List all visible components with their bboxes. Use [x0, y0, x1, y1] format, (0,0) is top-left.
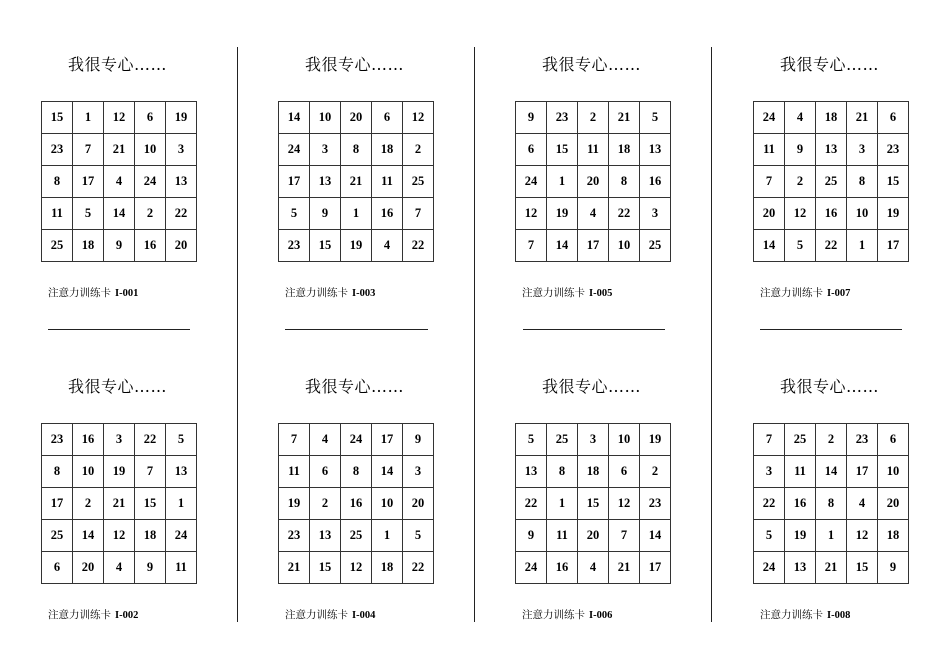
grid-cell: 18 — [73, 230, 104, 262]
number-grid — [753, 423, 909, 584]
grid-cell: 8 — [816, 488, 847, 520]
grid-cell: 10 — [135, 134, 166, 166]
grid-cell: 2 — [785, 166, 816, 198]
grid-cell: 1 — [547, 166, 578, 198]
grid-cell: 24 — [166, 520, 197, 552]
grid-cell: 5 — [166, 424, 197, 456]
card-code: I-008 — [827, 610, 851, 621]
grid-cell: 1 — [372, 520, 403, 552]
number-grid — [41, 101, 197, 262]
grid-row — [754, 198, 909, 230]
grid-cell: 22 — [609, 198, 640, 230]
grid-row — [279, 102, 434, 134]
column-divider — [237, 47, 238, 622]
grid-cell: 6 — [42, 552, 73, 584]
grid-row — [754, 552, 909, 584]
grid-cell: 11 — [279, 456, 310, 488]
grid-cell: 17 — [73, 166, 104, 198]
grid-cell: 25 — [42, 520, 73, 552]
grid-cell: 9 — [403, 424, 434, 456]
grid-cell: 1 — [73, 102, 104, 134]
card-label: 注意力训练卡 — [285, 609, 348, 621]
grid-cell: 12 — [403, 102, 434, 134]
training-card — [278, 370, 438, 621]
grid-cell: 2 — [640, 456, 671, 488]
grid-cell: 17 — [279, 166, 310, 198]
grid-cell: 24 — [279, 134, 310, 166]
grid-cell: 18 — [578, 456, 609, 488]
grid-cell: 16 — [547, 552, 578, 584]
grid-cell: 12 — [104, 102, 135, 134]
grid-cell: 15 — [135, 488, 166, 520]
number-grid — [41, 423, 197, 584]
grid-cell: 21 — [104, 134, 135, 166]
grid-cell: 24 — [516, 166, 547, 198]
grid-cell: 14 — [372, 456, 403, 488]
grid-cell: 8 — [547, 456, 578, 488]
grid-cell: 9 — [516, 102, 547, 134]
card-title: 我很专心…… — [305, 377, 405, 396]
number-grid — [515, 423, 671, 584]
grid-cell: 1 — [847, 230, 878, 262]
grid-cell: 5 — [785, 230, 816, 262]
grid-cell: 6 — [609, 456, 640, 488]
row-divider — [523, 329, 665, 330]
grid-cell: 18 — [135, 520, 166, 552]
grid-cell: 8 — [42, 456, 73, 488]
card-caption — [760, 607, 850, 622]
grid-cell: 8 — [341, 456, 372, 488]
card-label: 注意力训练卡 — [522, 609, 585, 621]
grid-cell: 16 — [640, 166, 671, 198]
grid-cell: 6 — [878, 424, 909, 456]
grid-cell: 13 — [310, 520, 341, 552]
grid-row — [279, 166, 434, 198]
grid-cell: 20 — [166, 230, 197, 262]
grid-cell: 21 — [279, 552, 310, 584]
grid-cell: 23 — [279, 520, 310, 552]
grid-cell: 25 — [547, 424, 578, 456]
grid-cell: 7 — [754, 166, 785, 198]
grid-cell: 5 — [73, 198, 104, 230]
grid-cell: 3 — [754, 456, 785, 488]
grid-cell: 7 — [609, 520, 640, 552]
grid-cell: 10 — [372, 488, 403, 520]
grid-cell: 9 — [135, 552, 166, 584]
card-label: 注意力训练卡 — [760, 287, 823, 299]
grid-cell: 16 — [372, 198, 403, 230]
grid-cell: 25 — [816, 166, 847, 198]
grid-row — [279, 134, 434, 166]
grid-cell: 12 — [341, 552, 372, 584]
grid-cell: 7 — [516, 230, 547, 262]
grid-cell: 12 — [609, 488, 640, 520]
grid-cell: 22 — [403, 552, 434, 584]
grid-row — [516, 198, 671, 230]
grid-cell: 15 — [547, 134, 578, 166]
grid-cell: 24 — [341, 424, 372, 456]
grid-row — [754, 456, 909, 488]
card-title: 我很专心…… — [780, 55, 880, 74]
grid-cell: 24 — [516, 552, 547, 584]
grid-row — [516, 230, 671, 262]
grid-cell: 20 — [73, 552, 104, 584]
grid-cell: 8 — [341, 134, 372, 166]
grid-cell: 3 — [578, 424, 609, 456]
grid-cell: 7 — [754, 424, 785, 456]
grid-cell: 5 — [754, 520, 785, 552]
grid-cell: 23 — [42, 134, 73, 166]
grid-row — [516, 102, 671, 134]
grid-cell: 9 — [310, 198, 341, 230]
grid-row — [42, 456, 197, 488]
grid-cell: 2 — [816, 424, 847, 456]
grid-cell: 21 — [609, 102, 640, 134]
grid-cell: 20 — [403, 488, 434, 520]
grid-row — [42, 552, 197, 584]
grid-row — [754, 488, 909, 520]
grid-cell: 25 — [341, 520, 372, 552]
grid-cell: 13 — [516, 456, 547, 488]
grid-cell: 22 — [403, 230, 434, 262]
grid-cell: 14 — [816, 456, 847, 488]
grid-cell: 10 — [73, 456, 104, 488]
card-caption — [285, 285, 375, 300]
grid-cell: 16 — [341, 488, 372, 520]
grid-cell: 15 — [578, 488, 609, 520]
grid-cell: 10 — [310, 102, 341, 134]
grid-row — [516, 488, 671, 520]
grid-cell: 11 — [785, 456, 816, 488]
grid-cell: 6 — [310, 456, 341, 488]
grid-cell: 19 — [785, 520, 816, 552]
grid-cell: 4 — [578, 198, 609, 230]
grid-cell: 23 — [42, 424, 73, 456]
grid-row — [516, 424, 671, 456]
grid-cell: 7 — [403, 198, 434, 230]
grid-cell: 13 — [166, 456, 197, 488]
grid-cell: 11 — [166, 552, 197, 584]
grid-cell: 19 — [878, 198, 909, 230]
card-title: 我很专心…… — [68, 377, 168, 396]
grid-cell: 10 — [609, 230, 640, 262]
grid-cell: 24 — [754, 552, 785, 584]
grid-cell: 21 — [104, 488, 135, 520]
grid-cell: 10 — [609, 424, 640, 456]
grid-cell: 24 — [135, 166, 166, 198]
card-title: 我很专心…… — [780, 377, 880, 396]
grid-cell: 16 — [135, 230, 166, 262]
number-grid — [278, 423, 434, 584]
grid-cell: 18 — [372, 134, 403, 166]
grid-row — [42, 166, 197, 198]
grid-row — [42, 230, 197, 262]
card-code: I-001 — [115, 288, 139, 299]
grid-cell: 7 — [135, 456, 166, 488]
column-divider — [711, 47, 712, 622]
grid-cell: 8 — [847, 166, 878, 198]
grid-cell: 8 — [609, 166, 640, 198]
grid-cell: 22 — [135, 424, 166, 456]
training-card — [753, 370, 913, 621]
grid-row — [279, 456, 434, 488]
grid-cell: 19 — [104, 456, 135, 488]
grid-cell: 18 — [609, 134, 640, 166]
grid-cell: 17 — [372, 424, 403, 456]
grid-cell: 5 — [640, 102, 671, 134]
grid-row — [42, 102, 197, 134]
grid-cell: 12 — [785, 198, 816, 230]
card-caption — [522, 607, 612, 622]
grid-cell: 13 — [166, 166, 197, 198]
grid-cell: 5 — [403, 520, 434, 552]
training-card — [41, 48, 201, 299]
grid-cell: 25 — [42, 230, 73, 262]
grid-cell: 18 — [816, 102, 847, 134]
grid-cell: 9 — [104, 230, 135, 262]
card-code: I-004 — [352, 610, 376, 621]
grid-cell: 4 — [847, 488, 878, 520]
grid-cell: 14 — [104, 198, 135, 230]
grid-cell: 2 — [135, 198, 166, 230]
grid-row — [754, 230, 909, 262]
grid-cell: 16 — [73, 424, 104, 456]
grid-cell: 24 — [754, 102, 785, 134]
grid-cell: 3 — [166, 134, 197, 166]
grid-cell: 23 — [878, 134, 909, 166]
grid-cell: 22 — [166, 198, 197, 230]
card-label: 注意力训练卡 — [48, 609, 111, 621]
card-code: I-006 — [589, 610, 613, 621]
card-label: 注意力训练卡 — [48, 287, 111, 299]
grid-cell: 22 — [816, 230, 847, 262]
grid-cell: 1 — [547, 488, 578, 520]
grid-cell: 14 — [279, 102, 310, 134]
grid-cell: 7 — [279, 424, 310, 456]
grid-cell: 11 — [754, 134, 785, 166]
grid-row — [42, 520, 197, 552]
card-caption — [285, 607, 375, 622]
card-caption — [522, 285, 612, 300]
grid-cell: 13 — [310, 166, 341, 198]
grid-row — [42, 134, 197, 166]
grid-cell: 4 — [785, 102, 816, 134]
grid-cell: 20 — [341, 102, 372, 134]
grid-cell: 18 — [878, 520, 909, 552]
grid-cell: 22 — [516, 488, 547, 520]
grid-cell: 9 — [785, 134, 816, 166]
card-code: I-005 — [589, 288, 613, 299]
grid-cell: 9 — [516, 520, 547, 552]
grid-cell: 17 — [847, 456, 878, 488]
grid-cell: 13 — [816, 134, 847, 166]
grid-cell: 10 — [878, 456, 909, 488]
grid-cell: 20 — [878, 488, 909, 520]
grid-cell: 15 — [42, 102, 73, 134]
card-code: I-002 — [115, 610, 139, 621]
grid-row — [516, 166, 671, 198]
grid-row — [42, 198, 197, 230]
grid-cell: 17 — [42, 488, 73, 520]
grid-cell: 1 — [341, 198, 372, 230]
card-title: 我很专心…… — [305, 55, 405, 74]
grid-row — [754, 424, 909, 456]
row-divider — [48, 329, 190, 330]
grid-cell: 15 — [878, 166, 909, 198]
training-card — [753, 48, 913, 299]
grid-cell: 7 — [73, 134, 104, 166]
grid-cell: 3 — [847, 134, 878, 166]
grid-cell: 15 — [310, 552, 341, 584]
card-label: 注意力训练卡 — [760, 609, 823, 621]
grid-row — [279, 230, 434, 262]
grid-cell: 17 — [640, 552, 671, 584]
training-card — [515, 48, 675, 299]
grid-row — [754, 102, 909, 134]
grid-row — [754, 134, 909, 166]
grid-row — [754, 520, 909, 552]
grid-cell: 25 — [640, 230, 671, 262]
grid-cell: 23 — [547, 102, 578, 134]
grid-row — [279, 520, 434, 552]
grid-row — [279, 198, 434, 230]
card-label: 注意力训练卡 — [522, 287, 585, 299]
grid-cell: 19 — [166, 102, 197, 134]
grid-cell: 15 — [847, 552, 878, 584]
grid-row — [279, 552, 434, 584]
grid-cell: 2 — [403, 134, 434, 166]
grid-row — [516, 552, 671, 584]
grid-cell: 6 — [372, 102, 403, 134]
grid-cell: 21 — [847, 102, 878, 134]
grid-cell: 9 — [878, 552, 909, 584]
grid-row — [279, 488, 434, 520]
grid-cell: 23 — [640, 488, 671, 520]
column-divider — [474, 47, 475, 622]
grid-cell: 20 — [578, 520, 609, 552]
row-divider — [760, 329, 902, 330]
grid-cell: 4 — [578, 552, 609, 584]
grid-cell: 16 — [785, 488, 816, 520]
row-divider — [285, 329, 428, 330]
card-caption — [48, 285, 138, 300]
grid-cell: 25 — [403, 166, 434, 198]
card-title: 我很专心…… — [68, 55, 168, 74]
grid-cell: 25 — [785, 424, 816, 456]
grid-cell: 17 — [878, 230, 909, 262]
grid-row — [516, 456, 671, 488]
grid-cell: 4 — [372, 230, 403, 262]
grid-cell: 10 — [847, 198, 878, 230]
grid-cell: 21 — [816, 552, 847, 584]
grid-cell: 12 — [104, 520, 135, 552]
grid-cell: 20 — [754, 198, 785, 230]
grid-cell: 8 — [42, 166, 73, 198]
grid-cell: 6 — [135, 102, 166, 134]
grid-cell: 1 — [166, 488, 197, 520]
number-grid — [753, 101, 909, 262]
grid-row — [279, 424, 434, 456]
grid-cell: 21 — [341, 166, 372, 198]
grid-row — [42, 424, 197, 456]
grid-cell: 5 — [279, 198, 310, 230]
grid-cell: 2 — [578, 102, 609, 134]
grid-cell: 22 — [754, 488, 785, 520]
grid-cell: 3 — [640, 198, 671, 230]
grid-cell: 16 — [816, 198, 847, 230]
grid-cell: 3 — [310, 134, 341, 166]
grid-cell: 11 — [578, 134, 609, 166]
grid-cell: 3 — [403, 456, 434, 488]
grid-cell: 12 — [516, 198, 547, 230]
grid-cell: 4 — [104, 166, 135, 198]
grid-cell: 1 — [816, 520, 847, 552]
number-grid — [278, 101, 434, 262]
card-caption — [48, 607, 138, 622]
grid-cell: 11 — [42, 198, 73, 230]
grid-cell: 19 — [341, 230, 372, 262]
grid-cell: 23 — [279, 230, 310, 262]
grid-cell: 18 — [372, 552, 403, 584]
grid-cell: 11 — [547, 520, 578, 552]
grid-cell: 23 — [847, 424, 878, 456]
grid-row — [516, 520, 671, 552]
grid-cell: 14 — [754, 230, 785, 262]
training-card — [278, 48, 438, 299]
training-card — [41, 370, 201, 621]
grid-cell: 20 — [578, 166, 609, 198]
grid-cell: 17 — [578, 230, 609, 262]
grid-cell: 6 — [878, 102, 909, 134]
grid-cell: 2 — [310, 488, 341, 520]
grid-cell: 14 — [547, 230, 578, 262]
grid-cell: 3 — [104, 424, 135, 456]
training-card — [515, 370, 675, 621]
grid-cell: 13 — [785, 552, 816, 584]
grid-cell: 13 — [640, 134, 671, 166]
card-code: I-003 — [352, 288, 376, 299]
grid-cell: 15 — [310, 230, 341, 262]
card-title: 我很专心…… — [542, 55, 642, 74]
card-title: 我很专心…… — [542, 377, 642, 396]
grid-cell: 2 — [73, 488, 104, 520]
grid-cell: 5 — [516, 424, 547, 456]
grid-cell: 19 — [640, 424, 671, 456]
grid-row — [42, 488, 197, 520]
grid-cell: 19 — [279, 488, 310, 520]
grid-cell: 12 — [847, 520, 878, 552]
grid-cell: 19 — [547, 198, 578, 230]
number-grid — [515, 101, 671, 262]
grid-cell: 6 — [516, 134, 547, 166]
card-label: 注意力训练卡 — [285, 287, 348, 299]
grid-cell: 11 — [372, 166, 403, 198]
grid-row — [754, 166, 909, 198]
grid-cell: 4 — [310, 424, 341, 456]
grid-row — [516, 134, 671, 166]
card-caption — [760, 285, 850, 300]
grid-cell: 4 — [104, 552, 135, 584]
card-code: I-007 — [827, 288, 851, 299]
grid-cell: 14 — [640, 520, 671, 552]
grid-cell: 14 — [73, 520, 104, 552]
grid-cell: 21 — [609, 552, 640, 584]
